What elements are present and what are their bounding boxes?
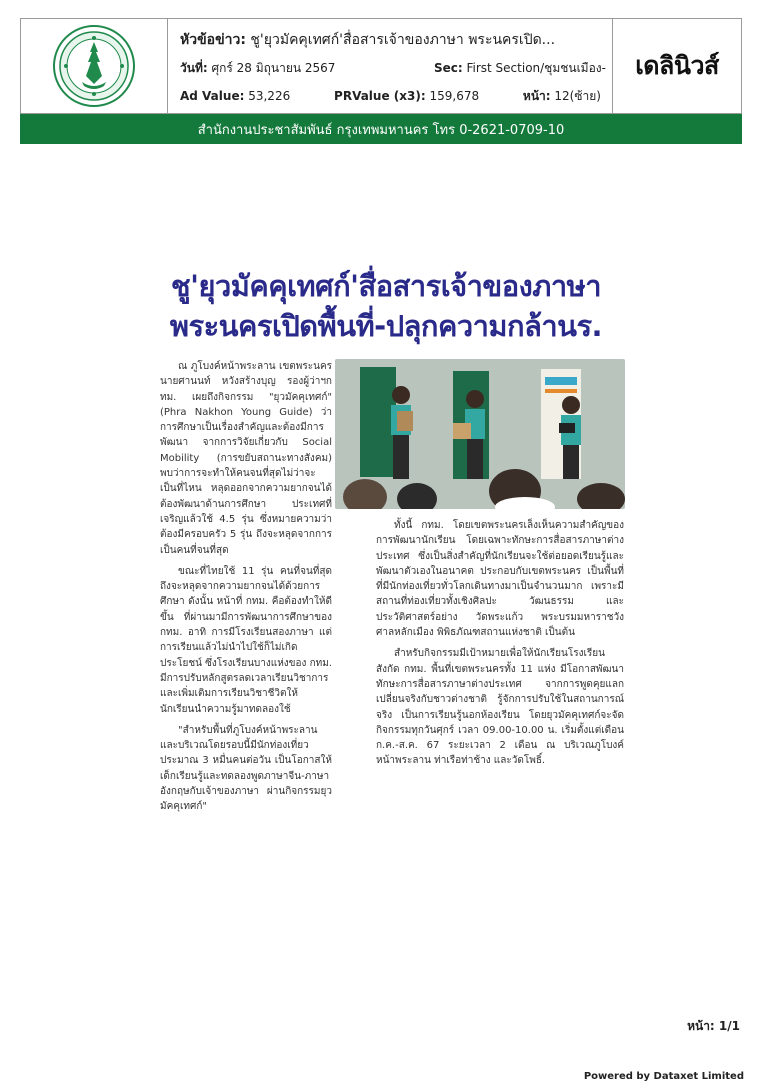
powered-by: Powered by Dataxet Limited	[583, 1071, 744, 1082]
article-column-2	[376, 518, 624, 775]
page-text: 12(ซ้าย)	[554, 89, 601, 103]
col2-paragraph-1: ทั้งนี้ กทม. โดยเขตพระนครเล็งเห็นความสำคัญของการพัฒนานักเรียน โดยเฉพาะทักษะการสื่อสารภาษาต่างประเทศ ซึ่งเป็นสิ่งสำคัญที่นักเรียนจะใช้ต่อยอดเรียนรู้และพัฒนาตัวเองในอนาคต ประกอบกับเขตพระนคร เป็นพื้นที่ที่มีนักท่องเที่ยวทั่วโลกเดินทางมาเป็นจำนวนมาก เพราะมีสถานที่ท่องเที่ยวทั้งเชิงศิลปะ วัฒนธรรม และประวัติศาสตร์อย่าง วัดพระแก้ว พระบรมมหาราชวัง ศาลหลักเมือง พิพิธภัณฑสถานแห่งชาติ เป็นต้น	[376, 520, 624, 639]
contact-banner: สำนักงานประชาสัมพันธ์ กรุงเทพมหานคร โทร 0-2621-0709-10	[20, 114, 742, 144]
section-info	[434, 59, 606, 78]
col1-paragraph-3: "สำหรับพื้นที่ภูโบงค์หน้าพระลานและบริเวณโดยรอบนี้มีนักท่องเที่ยวประมาณ 3 หมื่นคนต่อวัน เป็นโอกาสให้เด็กเรียนรู้และทดลองพูดภาษาจีน-ภาษาอังกฤษกับเจ้าของภาษา ผ่านกิจกรรมยุวมัคคุเทศก์"	[160, 724, 332, 813]
page-info	[523, 89, 621, 103]
date-label: วันที่:	[180, 61, 208, 75]
article-photo	[335, 359, 625, 509]
clipping-header	[20, 18, 742, 114]
page-label: หน้า:	[522, 89, 551, 103]
date-text: ศุกร์ 28 มิถุนายน 2567	[211, 61, 336, 75]
section-text: First Section/ชุมชนเมือง-	[466, 61, 606, 75]
page-number: หน้า: 1/1	[687, 1019, 740, 1033]
bma-seal-icon	[52, 24, 136, 108]
headline-row	[180, 29, 555, 51]
clipping-info	[168, 19, 613, 113]
pr-value-number: 159,678	[429, 89, 480, 103]
headline-label: หัวข้อข่าว:	[180, 32, 246, 48]
headline-text: ชู'ยุวมัคคุเทศก์'สื่อสารเจ้าของภาษา พระนครเปิด...	[250, 32, 556, 48]
article-column-1	[160, 359, 332, 821]
ad-value-number: 53,226	[248, 89, 291, 103]
students-photo-image	[335, 359, 625, 509]
pr-value	[334, 89, 499, 103]
article-clipping	[148, 266, 624, 813]
headline-line-1: ชู'ยุวมัคคุเทศก์'สื่อสารเจ้าของภาษา	[170, 269, 602, 303]
pr-value-label: PRValue (x3):	[334, 89, 426, 103]
col2-paragraph-2: สำหรับกิจกรรมมีเป้าหมายเพื่อให้นักเรียนโรงเรียนสังกัด กทม. พื้นที่เขตพระนครทั้ง 11 แห่ง มีโอกาสพัฒนาทักษะการสื่อสารภาษาต่างประเทศ จากการพูดคุยแลกเปลี่ยนจริงกับชาวต่างชาติ รู้จักการปรับใช้ในสถานการณ์จริง เป็นการเรียนรู้นอกห้องเรียน โดยยุวมัคคุเทศก์จะจัดกิจกรรมทุกวันศุกร์ เวลา 09.00-10.00 น. เริ่มตั้งแต่เดือน ก.ค.-ส.ค. 67 ระยะเวลา 2 เดือน ณ บริเวณภูโบงค์หน้าพระลาน ท่าเรือท่าช้าง และวัดโพธิ์.	[376, 648, 624, 767]
headline-line-2: พระนครเปิดพื้นที่-ปลุกความกล้านร.	[169, 309, 603, 343]
article-headline	[148, 266, 624, 346]
col1-paragraph-2: ขณะที่ไทยใช้ 11 รุ่น คนที่จนที่สุดถึงจะหลุดจากความยากจนได้ด้วยการศึกษา ดังนั้น หน้าที่ กทม. คือต้องทำให้ดีขึ้น ที่ผ่านมามีการพัฒนาการศึกษาของ กทม. อาทิ การมีโรงเรียนสองภาษา แต่การเรียนแล้วไม่นำไปใช้ก็ไม่เกิดประโยชน์ ซึ่งโรงเรียนบางแห่งของ กทม. มีการปรับหลักสูตรลดเวลาเรียนวิชาการ และเพิ่มเติมการเรียนวิชาชีวิตให้นักเรียนนำความรู้มาทดลองใช้	[160, 565, 332, 715]
ad-value	[180, 89, 310, 103]
newspaper-name: เดลินิวส์	[612, 19, 741, 113]
section-label: Sec:	[433, 61, 463, 75]
col1-paragraph-1: ณ ภูโบงค์หน้าพระลาน เขตพระนคร นายศานนท์ หวังสร้างบุญ รองผู้ว่าฯกทม. เผยถึงกิจกรรม "ยุวมัคคุเทศก์" (Phra Nakhon Young Guide) ว่า การศึกษาเป็นเรื่องสำคัญและต้องมีการพัฒนา จากการวิจัยเกี่ยวกับ Social Mobility (การขยับสถานะทางสังคม) พบว่าการจะทำให้คนจนที่สุดไม่ว่าจะเป็นที่ไหน หลุดออกจากความยากจนได้ต้องพัฒนาด้านการศึกษา ประเทศที่เจริญแล้วใช้ 4.5 รุ่น ซึ่งหมายความว่าต้องมีครอบครัว 5 รุ่น ถึงจะหลุดจากการเป็นคนที่จนที่สุด	[160, 361, 332, 556]
ad-value-label: Ad Value:	[180, 89, 245, 103]
date-row	[180, 59, 606, 78]
bma-logo	[21, 19, 168, 113]
value-row	[180, 87, 641, 106]
